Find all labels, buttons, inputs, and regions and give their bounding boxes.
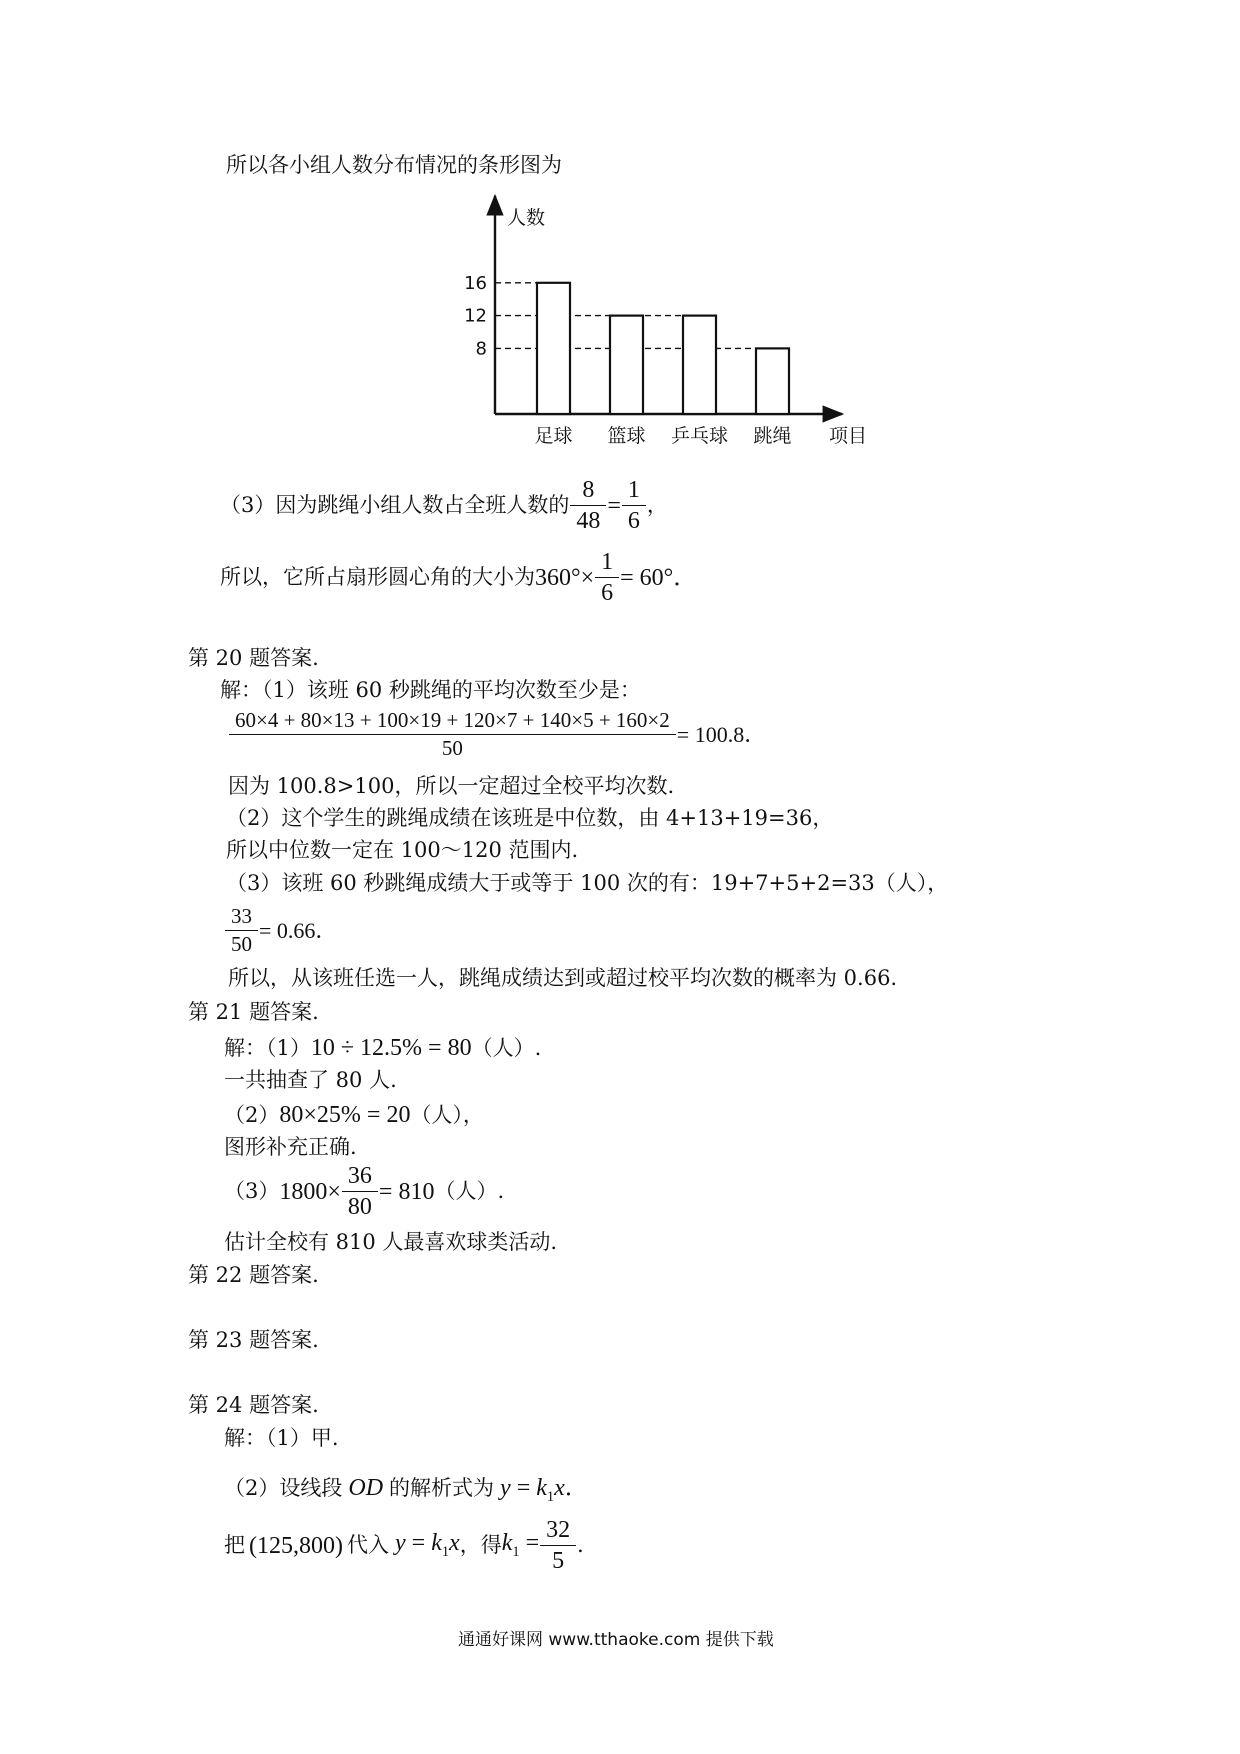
bar-4 (756, 348, 789, 414)
q21-line3 (224, 1103, 484, 1127)
k1-symbol: $k_1$ = (501, 1530, 540, 1561)
q21-line2: 一共抽查了 80 人. (224, 1068, 397, 1092)
fraction-1-6 (598, 550, 616, 605)
q24-line2 (224, 1476, 589, 1504)
fraction-33-50 (228, 906, 255, 955)
q24-line2-prefix: （2）设线段 (224, 1476, 343, 1500)
q24-line2-mid: 的解析式为 (389, 1476, 495, 1500)
q21-line3-prefix: （2） (224, 1102, 280, 1127)
q20-line2: 因为 100.8>100，所以一定超过全校平均次数. (228, 774, 675, 798)
intro-text: 所以各小组人数分布情况的条形图为 (226, 153, 562, 177)
fraction-result: = 0.66． (259, 917, 338, 943)
q21-line6: 估计全校有 810 人最喜欢球类活动. (224, 1230, 558, 1254)
q24-line3-prefix: 把 (224, 1533, 245, 1557)
q20-line1: 解：（1）该班 60 秒跳绳的平均次数至少是： (220, 678, 641, 702)
formula-result: = 100.8． (676, 721, 767, 747)
fraction-denominator: 5 (540, 1545, 576, 1573)
product-expression: 80×25% = 20 (279, 1102, 411, 1128)
q21-title: 第 21 题答案. (188, 1000, 319, 1024)
fraction-numerator: 33 (231, 904, 252, 928)
fraction-numerator: 8 (582, 477, 595, 503)
fraction-8-48 (573, 478, 603, 533)
q21-line1-prefix: 解：（1） (224, 1035, 311, 1060)
q23-title: 第 23 题答案. (188, 1328, 319, 1352)
fraction-denominator: 50 (225, 930, 258, 955)
q19-part3-prefix: （3）因为跳绳小组人数占全班人数的 (220, 493, 570, 517)
y-tick-label: 12 (464, 305, 487, 327)
q24-title: 第 24 题答案. (188, 1393, 319, 1417)
fraction-denominator: 50 (229, 734, 676, 759)
x-category-label: 足球 (534, 425, 573, 447)
q24-line3-comma: ，得 (459, 1533, 502, 1557)
linear-equation: $y = k_1x$ (394, 1530, 460, 1561)
q21-line5-prefix: （3） (224, 1179, 280, 1203)
q20-fraction-line (228, 906, 337, 955)
estimate-result: = 810 (378, 1178, 435, 1205)
q21-line1 (224, 1036, 541, 1060)
q19-part3-line2-prefix: 所以，它所占扇形圆心角的大小为 (220, 565, 535, 589)
equals-sign: = (607, 492, 621, 519)
q21-line4: 图形补充正确. (224, 1135, 357, 1159)
angle-result: = 60°． (620, 564, 698, 591)
fraction-denominator: 6 (595, 577, 619, 605)
q20-line5: （3）该班 60 秒跳绳成绩大于或等于 100 次的有：19+7+5+2=33（人）， (226, 871, 949, 895)
q21-line3-suffix: （人）， (410, 1102, 484, 1127)
q22-title: 第 22 题答案. (188, 1263, 319, 1287)
bar-2 (610, 316, 643, 414)
fraction-denominator: 48 (570, 505, 606, 533)
bar-1 (537, 283, 570, 414)
fraction-numerator: 36 (347, 1163, 372, 1189)
x-category-label: 篮球 (607, 425, 646, 447)
y-axis-label: 人数 (507, 207, 546, 229)
fraction-1-6 (625, 478, 643, 533)
q19-part3-line2 (220, 550, 697, 605)
q20-line4: 所以中位数一定在 100～120 范围内. (226, 838, 579, 862)
q20-title: 第 20 题答案. (188, 646, 319, 670)
bar-chart (440, 188, 880, 448)
fraction-32-5 (543, 1518, 573, 1573)
point-coordinates: (125,800) (249, 1532, 343, 1559)
bar-3 (683, 316, 716, 414)
linear-equation: $y = k_1x$． (500, 1475, 589, 1505)
q20-formula (228, 710, 766, 759)
footer-text: 通通好课网 www.tthaoke.com 提供下载 (458, 1630, 774, 1650)
fraction-numerator: 1 (627, 477, 640, 503)
q24-line3 (224, 1518, 598, 1573)
q24-line3-mid: 代入 (346, 1533, 389, 1557)
q21-line5-suffix: （人）. (434, 1179, 505, 1203)
average-fraction (232, 710, 673, 759)
x-category-label: 跳绳 (753, 425, 792, 447)
q19-part3-line1 (220, 478, 668, 533)
q19-part3-suffix: ， (646, 493, 668, 517)
fraction-numerator: 60×4 + 80×13 + 100×19 + 120×7 + 140×5 + 160×2 (235, 708, 670, 732)
x-axis-label: 项目 (828, 425, 868, 447)
q21-line5 (224, 1164, 504, 1219)
y-tick-label: 8 (475, 338, 487, 360)
q21-line1-suffix: （人）. (471, 1035, 542, 1060)
fraction-numerator: 1 (601, 549, 614, 575)
division-expression: 10 ÷ 12.5% = 80 (310, 1035, 472, 1061)
angle-expression: 360°× (535, 564, 595, 591)
estimate-expression: 1800× (279, 1178, 341, 1205)
fraction-36-80 (345, 1164, 375, 1219)
q20-line6: 所以，从该班任选一人，跳绳成绩达到或超过校平均次数的概率为 0.66. (228, 966, 898, 990)
fraction-denominator: 80 (342, 1191, 378, 1219)
q24-line3-end: ． (577, 1533, 599, 1557)
fraction-denominator: 6 (622, 505, 646, 533)
x-category-label: 乒乓球 (670, 425, 729, 447)
fraction-numerator: 32 (546, 1517, 571, 1543)
y-tick-label: 16 (464, 272, 487, 294)
q24-line1: 解：（1）甲. (224, 1426, 339, 1450)
segment-od: OD (348, 1475, 384, 1501)
q20-line3: （2）这个学生的跳绳成绩在该班是中位数，由 4+13+19=36， (226, 806, 834, 830)
